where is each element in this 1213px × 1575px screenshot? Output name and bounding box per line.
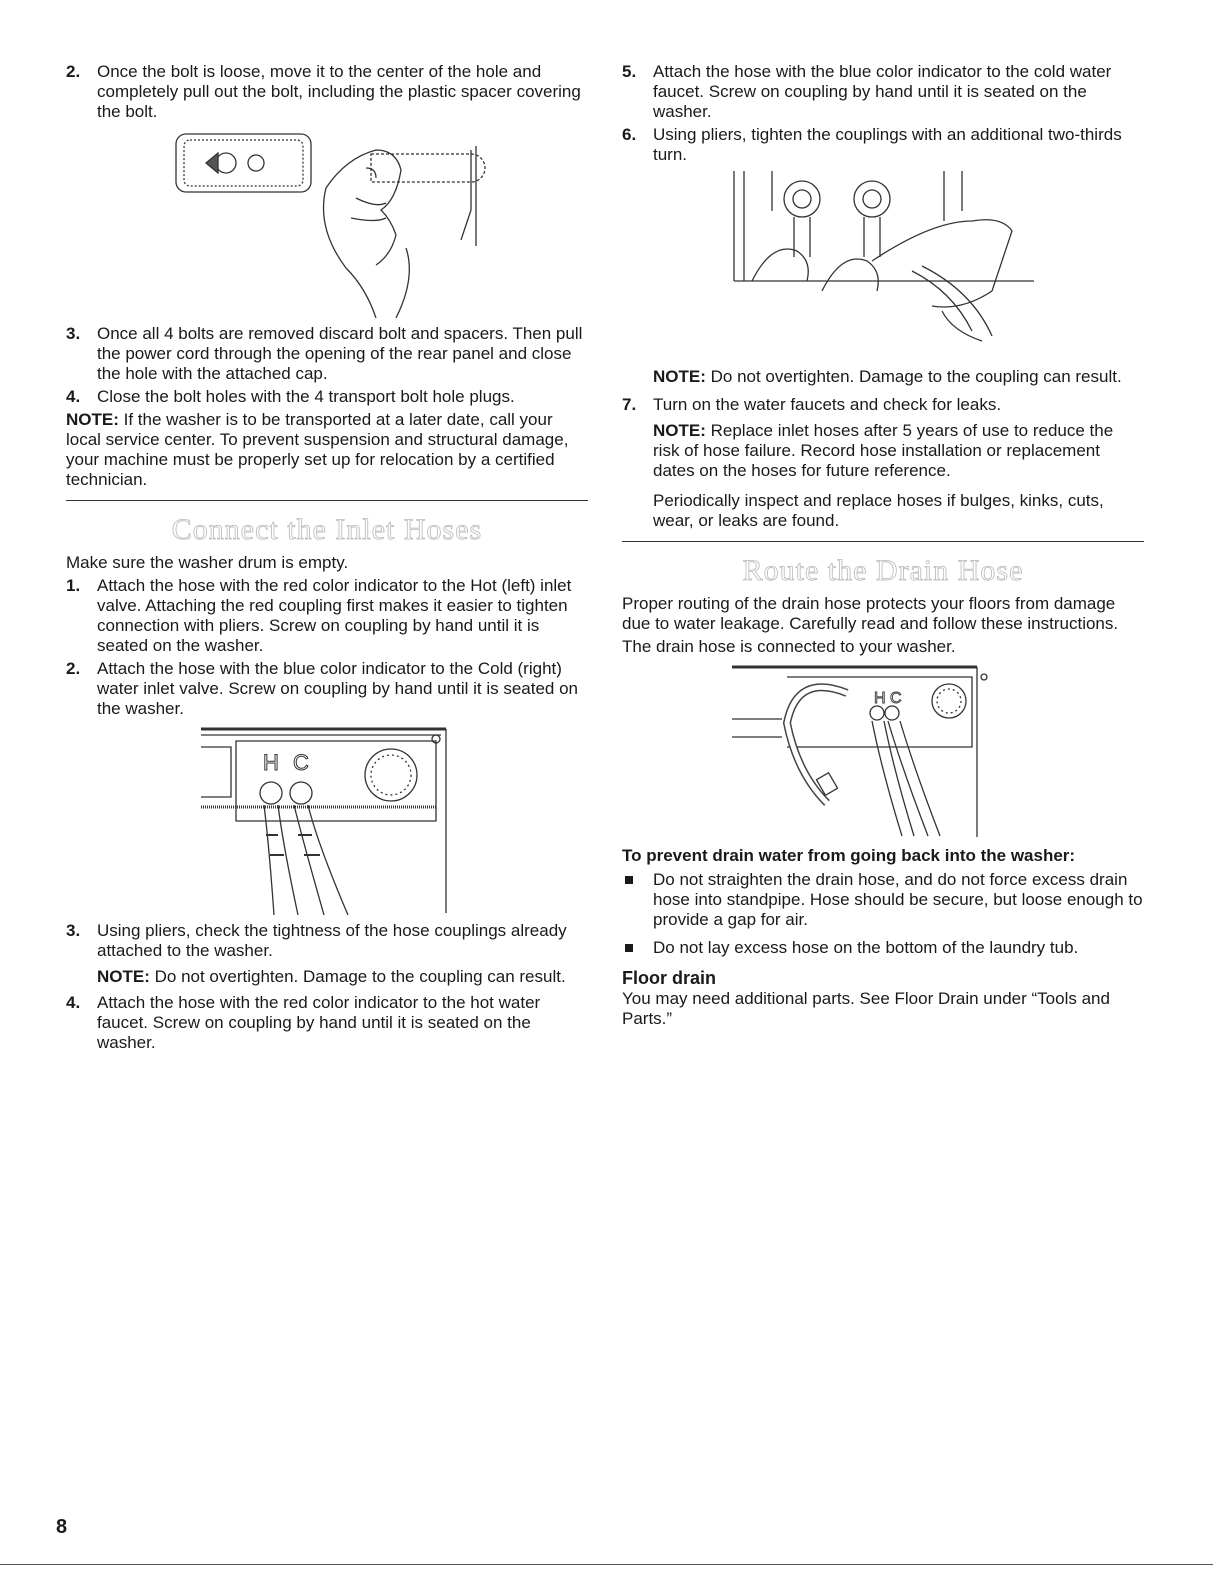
step-number: 3. [66,921,81,940]
step-text: Attach the hose with the red color indicator to the Hot (left) inlet valve. Attaching the red coupling first makes it easier to tighten connection with pliers. Screw on coupling by hand until it is seated on the washer. [97,576,572,655]
faucet-pliers-illustration [622,171,1144,361]
drain-hose-illustration [622,663,1144,838]
note-label: NOTE: [66,410,119,429]
page-number: 8 [56,1516,68,1538]
step-2-remove-bolt [66,62,588,122]
inlet-step-4 [66,993,588,1053]
floor-drain-heading: Floor drain [622,968,716,988]
page-bottom-rule [0,1564,1213,1565]
inlet-intro: Make sure the washer drum is empty. [66,553,349,572]
drain-intro: Proper routing of the drain hose protects your floors from damage due to water leakage. Carefully read and follow these instructions. [622,594,1119,633]
bolt-removal-illustration [66,128,588,318]
inlet-valves-illustration [66,725,588,915]
note-label: NOTE: [653,421,706,440]
valve-label-c: C [890,690,902,707]
step-text: Close the bolt holes with the 4 transport bolt hole plugs. [97,387,515,406]
bullet-item [622,870,1144,930]
bullet-text: Do not lay excess hose on the bottom of the laundry tub. [653,938,1079,957]
inlet-step-2 [66,659,588,719]
step-number: 3. [66,324,81,343]
bullet-marker [625,944,633,952]
right-column [622,62,1144,1032]
step-7-check-leaks [622,395,1144,531]
step-number: 4. [66,387,81,406]
step-6-note [622,367,1144,387]
transport-note [66,410,588,490]
step-text: Once all 4 bolts are removed discard bolt and spacers. Then pull the power cord through the opening of the rear panel and close the hole with the attached cap. [97,324,583,383]
periodic-inspection: Periodically inspect and replace hoses if bulges, kinks, cuts, wear, or leaks are found. [653,491,1104,530]
step-number: 6. [622,125,637,144]
step-4-bolt-plugs [66,387,588,407]
step-number: 2. [66,659,81,678]
step-text: Turn on the water faucets and check for leaks. [653,395,1002,414]
step-text: Using pliers, tighten the couplings with an additional two-thirds turn. [653,125,1122,164]
section-title-drain-hose: Route the Drain Hose [742,554,1024,587]
section-title-inlet-hoses: Connect the Inlet Hoses [171,513,483,546]
step-6-tighten [622,125,1144,165]
step-number: 1. [66,576,81,595]
drain-connected: The drain hose is connected to your washer. [622,637,956,656]
step-text: Attach the hose with the blue color indicator to the cold water faucet. Screw on coupling by hand until it is seated on the washer. [653,62,1112,121]
bullet-marker [625,876,633,884]
step-7-note [653,421,1144,481]
bullet-text: Do not straighten the drain hose, and do not force excess drain hose into standpipe. Hose should be secure, but loose enough to provide a gap for air. [653,870,1143,929]
note-label: NOTE: [97,967,150,986]
valve-label-h: H [263,750,279,775]
step-number: 5. [622,62,637,81]
step-number: 4. [66,993,81,1012]
note-text: Do not overtighten. Damage to the coupling can result. [149,967,566,986]
valve-label-h: H [874,690,886,707]
step-number: 7. [622,395,637,414]
note-text: Replace inlet hoses after 5 years of use to reduce the risk of hose failure. Record hose installation or replacement dates on the hoses for future reference. [653,421,1114,480]
step-text: Using pliers, check the tightness of the hose couplings already attached to the washer. [97,921,567,960]
left-column [66,62,588,1056]
step-text: Once the bolt is loose, move it to the center of the hole and completely pull out the bolt, including the plastic spacer covering the bolt. [97,62,581,121]
section-divider [622,541,1144,542]
note-text: If the washer is to be transported at a later date, call your local service center. To prevent suspension and structural damage, your machine must be properly set up for relocation by a certified technician. [66,410,569,489]
step-5-cold-faucet [622,62,1144,122]
section-divider [66,500,588,501]
note-label: NOTE: [653,367,706,386]
note-text: Do not overtighten. Damage to the coupling can result. [705,367,1122,386]
floor-drain-text: You may need additional parts. See Floor Drain under “Tools and Parts.” [622,989,1110,1028]
inlet-step-1 [66,576,588,656]
step-text: Attach the hose with the red color indicator to the hot water faucet. Screw on coupling by hand until it is seated on the washer. [97,993,541,1052]
step-number: 2. [66,62,81,81]
step-text: Attach the hose with the blue color indicator to the Cold (right) water inlet valve. Screw on coupling by hand until it is seated on the washer. [97,659,578,718]
valve-label-c: C [293,750,309,775]
bullet-item [622,938,1144,958]
inlet-step-3 [66,921,588,987]
inlet-step-3-note [97,967,588,987]
prevent-backflow-heading: To prevent drain water from going back into the washer: [622,846,1076,865]
step-3-discard-bolts [66,324,588,384]
